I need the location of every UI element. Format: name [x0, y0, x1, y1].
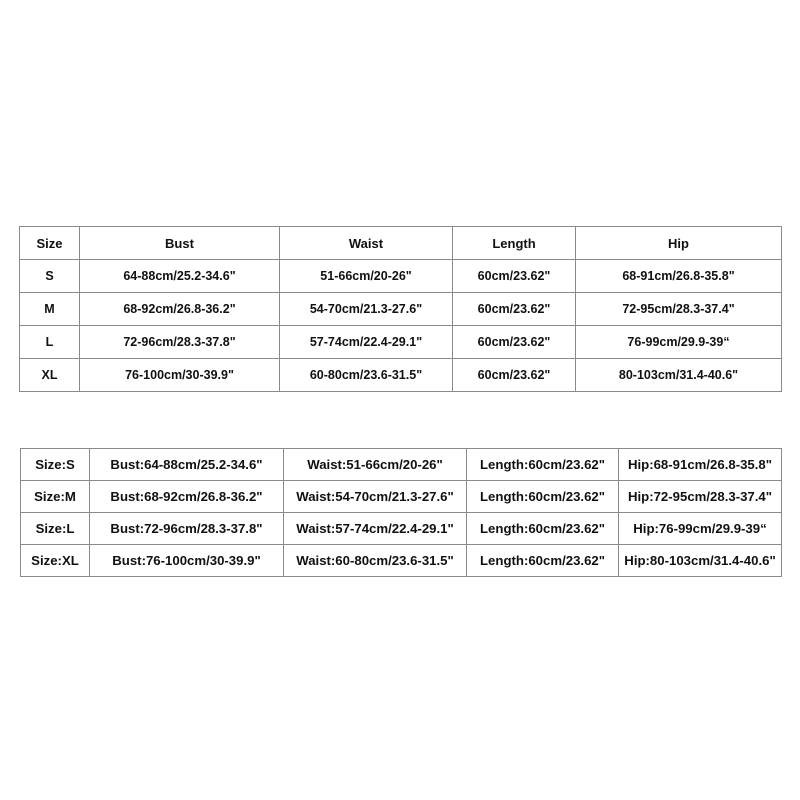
cell-length: 60cm/23.62"	[453, 359, 576, 392]
cell-size: L	[20, 326, 80, 359]
cell-length: Length:60cm/23.62"	[467, 545, 619, 577]
cell-hip: Hip:72-95cm/28.3-37.4"	[619, 481, 782, 513]
cell-length: 60cm/23.62"	[453, 260, 576, 293]
table-row	[20, 359, 782, 392]
cell-hip: Hip:76-99cm/29.9-39“	[619, 513, 782, 545]
cell-hip: 72-95cm/28.3-37.4"	[576, 293, 782, 326]
cell-hip: 68-91cm/26.8-35.8"	[576, 260, 782, 293]
size-chart-table-labeled	[20, 448, 782, 577]
header-size: Size	[20, 227, 80, 260]
header-length: Length	[453, 227, 576, 260]
cell-waist: 60-80cm/23.6-31.5"	[280, 359, 453, 392]
cell-size: Size:XL	[21, 545, 90, 577]
cell-length: 60cm/23.62"	[453, 326, 576, 359]
cell-waist: Waist:54-70cm/21.3-27.6"	[284, 481, 467, 513]
cell-hip: Hip:80-103cm/31.4-40.6"	[619, 545, 782, 577]
cell-bust: Bust:68-92cm/26.8-36.2"	[90, 481, 284, 513]
cell-bust: 72-96cm/28.3-37.8"	[80, 326, 280, 359]
cell-bust: Bust:76-100cm/30-39.9"	[90, 545, 284, 577]
table-row	[21, 449, 782, 481]
cell-size: S	[20, 260, 80, 293]
cell-size: M	[20, 293, 80, 326]
cell-size: XL	[20, 359, 80, 392]
table-row	[21, 545, 782, 577]
table-header-row	[20, 227, 782, 260]
cell-waist: Waist:60-80cm/23.6-31.5"	[284, 545, 467, 577]
cell-waist: Waist:51-66cm/20-26"	[284, 449, 467, 481]
cell-hip: 80-103cm/31.4-40.6"	[576, 359, 782, 392]
header-waist: Waist	[280, 227, 453, 260]
cell-waist: 57-74cm/22.4-29.1"	[280, 326, 453, 359]
cell-waist: 54-70cm/21.3-27.6"	[280, 293, 453, 326]
cell-size: Size:M	[21, 481, 90, 513]
header-bust: Bust	[80, 227, 280, 260]
cell-bust: 76-100cm/30-39.9"	[80, 359, 280, 392]
cell-waist: 51-66cm/20-26"	[280, 260, 453, 293]
cell-length: Length:60cm/23.62"	[467, 513, 619, 545]
cell-bust: 68-92cm/26.8-36.2"	[80, 293, 280, 326]
header-hip: Hip	[576, 227, 782, 260]
cell-size: Size:S	[21, 449, 90, 481]
size-chart-table	[19, 226, 782, 392]
cell-length: 60cm/23.62"	[453, 293, 576, 326]
cell-size: Size:L	[21, 513, 90, 545]
cell-bust: Bust:64-88cm/25.2-34.6"	[90, 449, 284, 481]
table-row	[21, 481, 782, 513]
table-row	[20, 260, 782, 293]
table-row	[20, 293, 782, 326]
cell-waist: Waist:57-74cm/22.4-29.1"	[284, 513, 467, 545]
cell-length: Length:60cm/23.62"	[467, 449, 619, 481]
cell-bust: 64-88cm/25.2-34.6"	[80, 260, 280, 293]
table-row	[20, 326, 782, 359]
cell-hip: 76-99cm/29.9-39“	[576, 326, 782, 359]
cell-length: Length:60cm/23.62"	[467, 481, 619, 513]
cell-bust: Bust:72-96cm/28.3-37.8"	[90, 513, 284, 545]
table-row	[21, 513, 782, 545]
cell-hip: Hip:68-91cm/26.8-35.8"	[619, 449, 782, 481]
